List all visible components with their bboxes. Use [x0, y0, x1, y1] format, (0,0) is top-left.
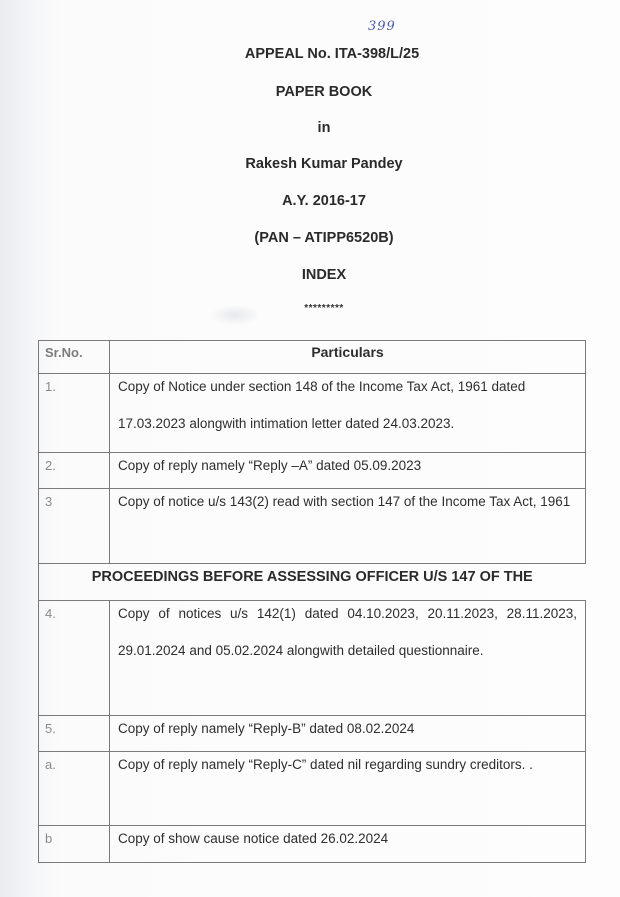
appeal-number: APPEAL No. ITA-398/L/25	[244, 46, 420, 62]
paper-book-title: PAPER BOOK	[275, 84, 373, 100]
row-sr-no: 3	[39, 489, 110, 564]
row-sr-no: b	[39, 826, 110, 863]
header-particulars: Particulars	[110, 341, 586, 374]
row-sr-no: 2.	[39, 453, 110, 489]
row-particulars-text: Copy of reply namely “Reply-C” dated nil regarding sundry creditors. .	[118, 757, 533, 772]
row-particulars	[110, 489, 586, 564]
row-particulars	[110, 374, 586, 453]
row-sr-no: a.	[39, 752, 110, 826]
row-sr-no: 5.	[39, 716, 110, 752]
row-particulars-text: Copy of notice u/s 143(2) read with section 147 of the Income Tax Act, 1961	[118, 494, 571, 509]
row-particulars-text: Copy of show cause notice dated 26.02.2024	[118, 831, 389, 846]
index-title: INDEX	[301, 267, 347, 283]
table-row	[39, 489, 586, 564]
separator-stars: *********	[304, 303, 344, 314]
pan-number: (PAN – ATIPP6520B)	[254, 230, 394, 246]
row-particulars-text: Copy of notices u/s 142(1) dated 04.10.2023, 20.11.2023, 28.11.2023, 29.01.2024 and 05.02.2024 alongwith detailed questionnaire.	[118, 606, 577, 658]
assessment-year: A.Y. 2016-17	[282, 193, 366, 209]
section-heading: PROCEEDINGS BEFORE ASSESSING OFFICER U/S 147 OF THE	[39, 564, 586, 601]
party-name: Rakesh Kumar Pandey	[245, 156, 403, 172]
table-row	[39, 752, 586, 826]
scan-smudge	[210, 305, 260, 325]
row-particulars	[110, 752, 586, 826]
row-particulars-text: Copy of reply namely “Reply –A” dated 05.09.2023	[118, 458, 422, 473]
table-row	[39, 826, 586, 863]
row-sr-no: 4.	[39, 601, 110, 716]
header-sr-no: Sr.No.	[39, 341, 110, 374]
handwritten-page-number: 399	[368, 19, 396, 34]
index-table	[38, 340, 586, 863]
row-particulars-text: Copy of reply namely “Reply-B” dated 08.02.2024	[118, 721, 415, 736]
row-particulars	[110, 826, 586, 863]
row-particulars	[110, 601, 586, 716]
table-row	[39, 601, 586, 716]
in-label: in	[317, 120, 331, 136]
table-row	[39, 374, 586, 453]
row-sr-no: 1.	[39, 374, 110, 453]
row-particulars-text: Copy of Notice under section 148 of the Income Tax Act, 1961 dated 17.03.2023 alongwith intimation letter dated 24.03.2023.	[118, 379, 526, 431]
